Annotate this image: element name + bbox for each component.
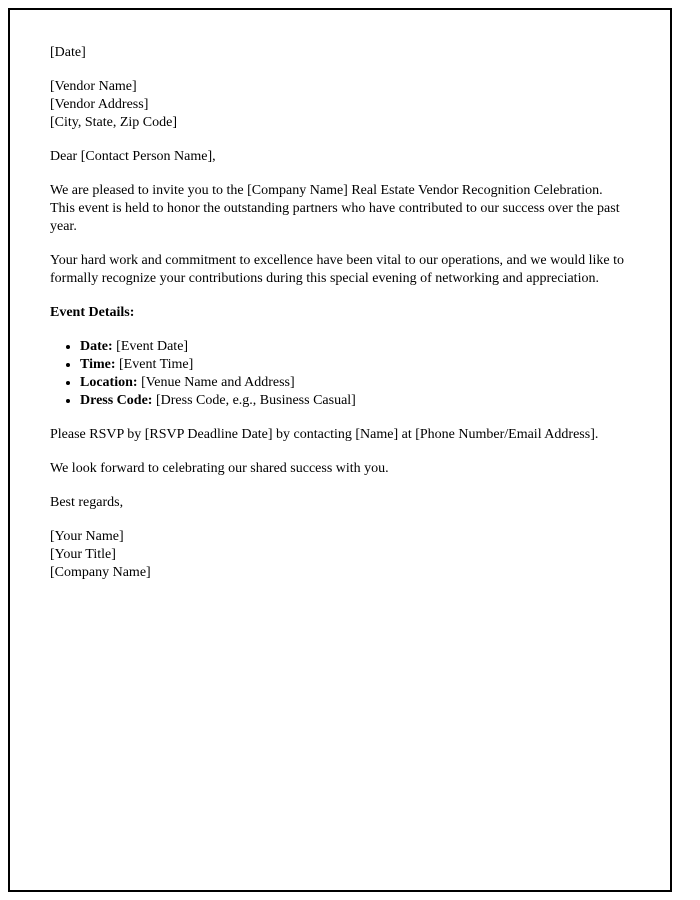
signature-company: [Company Name] [50, 565, 151, 580]
event-detail-location [80, 374, 626, 392]
paragraph-appreciation: Your hard work and commitment to excellence have been vital to our operations, and we would like to formally recognize your contributions during this special evening of networking and appreciation. [50, 253, 624, 286]
event-detail-dress-code-label: Dress Code: [80, 393, 153, 408]
event-detail-time-value: [Event Time] [115, 357, 194, 372]
event-detail-location-label: Location: [80, 375, 138, 390]
signature-name: [Your Name] [50, 529, 124, 544]
event-detail-date [80, 338, 626, 356]
salutation: Dear [Contact Person Name], [50, 149, 216, 164]
paragraph-intro: We are pleased to invite you to the [Company Name] Real Estate Vendor Recognition Celebration. This event is held to honor the outstanding partners who have contributed to our success over the past year. [50, 183, 620, 234]
event-details-heading [50, 304, 626, 322]
signature-title: [Your Title] [50, 547, 116, 562]
event-detail-dress-code-value: [Dress Code, e.g., Business Casual] [152, 393, 356, 408]
event-details-list [50, 338, 626, 410]
event-detail-time [80, 356, 626, 374]
rsvp-paragraph: Please RSVP by [RSVP Deadline Date] by contacting [Name] at [Phone Number/Email Address]. [50, 427, 599, 442]
event-detail-date-value: [Event Date] [112, 339, 189, 354]
closing-line: We look forward to celebrating our shared success with you. [50, 461, 389, 476]
event-details-heading-text: Event Details: [50, 305, 135, 320]
event-detail-time-label: Time: [80, 357, 116, 372]
letter-date: [Date] [50, 45, 86, 60]
event-detail-dress-code [80, 392, 626, 410]
recipient-block [50, 78, 626, 132]
signature-block [50, 528, 626, 582]
recipient-city-state-zip: [City, State, Zip Code] [50, 115, 178, 130]
recipient-address: [Vendor Address] [50, 97, 149, 112]
event-detail-date-label: Date: [80, 339, 113, 354]
event-detail-location-value: [Venue Name and Address] [137, 375, 295, 390]
recipient-name: [Vendor Name] [50, 79, 137, 94]
signoff: Best regards, [50, 495, 124, 510]
letter-page [8, 8, 672, 892]
